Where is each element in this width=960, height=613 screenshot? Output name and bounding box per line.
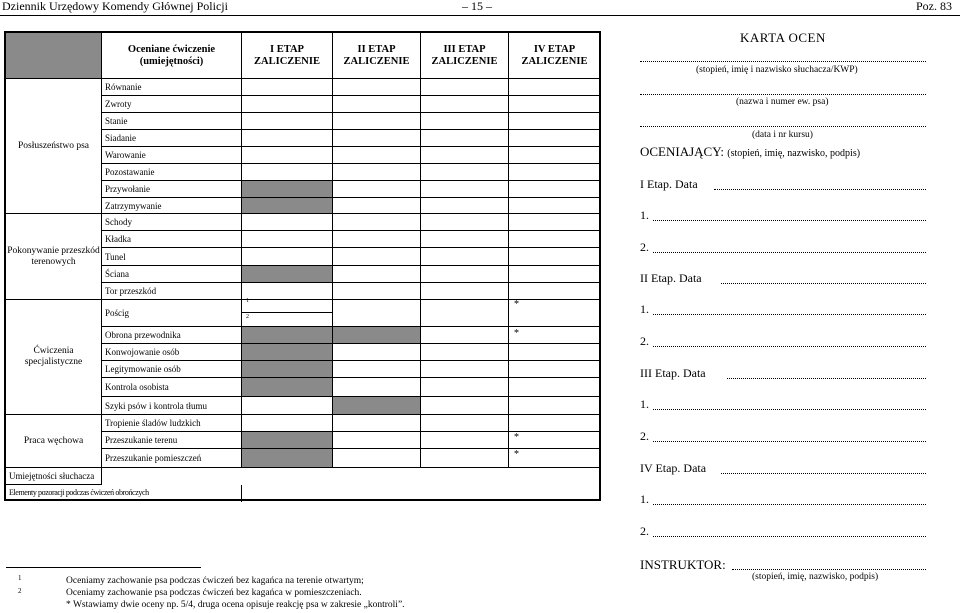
stage-cell [509, 397, 600, 415]
stage-cell [242, 79, 333, 96]
card-title: KARTA OCEN [740, 30, 826, 45]
evaluator-line [653, 504, 926, 505]
stage-cell [333, 113, 421, 130]
evaluator-number: 1. [640, 208, 649, 222]
stage-cell [509, 432, 600, 449]
stage-date-line [721, 283, 926, 284]
stage-cell [242, 231, 333, 248]
stage-cell [242, 432, 333, 449]
instructor-caption: (stopień, imię, nazwisko, podpis) [752, 572, 879, 582]
stage-cell [242, 248, 333, 266]
stage-cell [421, 79, 509, 96]
footnote-1-number: 1 [18, 574, 22, 582]
stage1-header: I ETAP ZALICZENIE [242, 33, 333, 79]
stage-cell [509, 344, 600, 361]
stage-cell [242, 147, 333, 164]
stage-cell [509, 378, 600, 397]
student-line [640, 61, 926, 62]
stage-cell [509, 449, 600, 468]
stage-cell [421, 164, 509, 181]
exercise-label: Kontrola osobista [102, 378, 242, 397]
exercise-label: Tunel [102, 248, 242, 266]
stage3-header: III ETAP ZALICZENIE [421, 33, 509, 79]
exercise-label: Warowanie [102, 147, 242, 164]
stage-cell [509, 415, 600, 432]
asterisk-pursuit: * [514, 299, 519, 310]
stage-cell [333, 344, 421, 361]
stage-cell [242, 283, 333, 300]
evaluator-number: 1. [640, 492, 649, 506]
exercise-label: Siadanie [102, 130, 242, 147]
category-obedience: Posłuszeństwo psa [6, 79, 102, 214]
exercise-label: Legitymowanie osób [102, 361, 242, 378]
evaluation-table [4, 31, 601, 501]
exercise-label: Przeszukanie pomieszczeń [102, 449, 242, 468]
course-caption: (data i nr kursu) [752, 130, 813, 140]
evaluator-number: 1. [640, 397, 649, 411]
stage-cell [333, 164, 421, 181]
stage-cell [509, 283, 600, 300]
stage-cell [421, 147, 509, 164]
stage4-header: IV ETAP ZALICZENIE [509, 33, 600, 79]
stage-cell [509, 147, 600, 164]
stage-cell [242, 181, 333, 198]
stage-cell [333, 214, 421, 231]
stage-cell [333, 231, 421, 248]
stage-cell [242, 415, 333, 432]
evaluator-caption: (stopień, imię, nazwisko, podpis) [727, 148, 861, 159]
exercise-label: Konwojowanie osób [102, 344, 242, 361]
stage-cell [509, 113, 600, 130]
evaluator-label [640, 144, 860, 160]
stage-cell [333, 198, 421, 214]
footnote-3-text: * Wstawiamy dwie oceny np. 5/4, druga ocena opisuje reakcję psa w zakresie „kontroli”. [66, 600, 405, 610]
stage-date-line [714, 189, 926, 190]
stage-cell [333, 248, 421, 266]
evaluator-line [653, 314, 926, 315]
stage-cell [333, 283, 421, 300]
stage-cell [242, 214, 333, 231]
exercise-label: Zatrzymywanie [102, 198, 242, 214]
footnote-2-number: 2 [18, 587, 22, 595]
stage-cell [333, 266, 421, 283]
stage-cell [421, 214, 509, 231]
evaluator-line [653, 346, 926, 347]
stage-cell [421, 198, 509, 214]
evaluator-line [653, 252, 926, 253]
stage-cell [242, 266, 333, 283]
stage-cell [421, 96, 509, 113]
evaluator-line [653, 536, 926, 537]
stage-cell [242, 378, 333, 397]
stage-cell [421, 231, 509, 248]
course-line [640, 126, 926, 127]
exercise-label: Pozostawanie [102, 164, 242, 181]
evaluator-number: 2. [640, 429, 649, 443]
stage-cell [333, 181, 421, 198]
stage-cell [421, 266, 509, 283]
stage-cell [333, 378, 421, 397]
stage-cell [509, 248, 600, 266]
evaluator-title: OCENIAJĄCY: [640, 144, 725, 159]
footnote-1-text: Oceniamy zachowanie psa podczas ćwiczeń bez kagańca na terenie otwartym; [66, 576, 364, 586]
stage-cell [509, 214, 600, 231]
stage-cell [421, 344, 509, 361]
evaluator-number: 2. [640, 334, 649, 348]
stage-cell [333, 130, 421, 147]
exercise-label: Zwroty [102, 96, 242, 113]
journal-title: Dziennik Urzędowy Komendy Głównej Policji [2, 0, 228, 13]
stage-cell [333, 147, 421, 164]
stage-cell [333, 327, 421, 344]
pursuit-mark-1: 1 [246, 298, 249, 304]
stage-cell [421, 378, 509, 397]
exercise-label: Schody [102, 214, 242, 231]
stage-cell [333, 96, 421, 113]
stage-cell [242, 130, 333, 147]
exercise-label: Tor przeszkód [102, 283, 242, 300]
stage-cell [509, 164, 600, 181]
stage-cell [421, 113, 509, 130]
asterisk-rooms: * [514, 449, 519, 460]
dog-caption: (nazwa i numer ew. psa) [736, 97, 829, 107]
evaluator-number: 2. [640, 524, 649, 538]
footer-row-skills: Umiejętności słuchacza [6, 468, 102, 485]
header-rule [0, 15, 960, 16]
stage-cell [242, 327, 333, 344]
stage-cell [509, 327, 600, 344]
category-special: Ćwiczenia specjalistyczne [6, 300, 102, 415]
evaluator-line [653, 441, 926, 442]
stage-date-label: II Etap. Data [640, 271, 702, 285]
stage-cell [333, 361, 421, 378]
stage-cell [333, 300, 421, 327]
footnote-2-text: Oceniamy zachowanie psa podczas ćwiczeń bez kagańca w pomieszczeniach. [66, 588, 362, 598]
instructor-label: INSTRUKTOR: [640, 557, 726, 572]
stage-date-label: III Etap. Data [640, 366, 706, 380]
stage-cell [421, 181, 509, 198]
stage-cell [333, 79, 421, 96]
stage-cell [509, 266, 600, 283]
exercise-header: Oceniane ćwiczenie (umiejętności) [102, 33, 242, 79]
category-obstacles: Pokonywanie przeszkód terenowych [6, 214, 102, 300]
stage-cell [333, 415, 421, 432]
stage-date-label: I Etap. Data [640, 177, 698, 191]
asterisk-defense: * [514, 328, 519, 339]
stage-cell [421, 361, 509, 378]
stage-cell [421, 449, 509, 468]
stage-cell [242, 344, 333, 361]
stage-cell [509, 300, 600, 327]
evaluator-line [653, 220, 926, 221]
corner-cell [6, 33, 102, 79]
stage-cell [421, 130, 509, 147]
exercise-label: Równanie [102, 79, 242, 96]
page-number: – 15 – [462, 0, 492, 13]
stage-cell [421, 300, 509, 327]
exercise-label: Tropienie śladów ludzkich [102, 415, 242, 432]
stage-cell [509, 130, 600, 147]
evaluator-number: 2. [640, 240, 649, 254]
stage-cell [421, 397, 509, 415]
exercise-label: Pościg [102, 300, 242, 327]
dog-line [640, 94, 926, 95]
stage-cell [242, 96, 333, 113]
stage-cell [242, 198, 333, 214]
exercise-label: Ściana [102, 266, 242, 283]
stage-cell [509, 361, 600, 378]
page-header [0, 0, 960, 14]
pursuit-mark-2: 2 [246, 314, 249, 320]
footer-row-decoy: Elementy pozoracji podczas ćwiczeń obrończych [6, 485, 242, 502]
footnote-rule [6, 567, 201, 568]
stage-cell [242, 164, 333, 181]
exercise-label: Kładka [102, 231, 242, 248]
stage-cell [509, 79, 600, 96]
exercise-label: Przywołanie [102, 181, 242, 198]
stage-cell [509, 96, 600, 113]
instructor-line [732, 569, 926, 570]
exercise-label: Szyki psów i kontrola tłumu [102, 397, 242, 415]
stage-cell [421, 415, 509, 432]
evaluator-line [653, 409, 926, 410]
stage-cell [333, 397, 421, 415]
stage-cell [242, 113, 333, 130]
position-number: Poz. 83 [916, 0, 952, 13]
stage-cell [421, 283, 509, 300]
exercise-label: Stanie [102, 113, 242, 130]
category-scent: Praca węchowa [6, 415, 102, 468]
student-caption: (stopień, imię i nazwisko słuchacza/KWP) [696, 65, 858, 75]
stage-cell [242, 300, 333, 327]
exercise-label: Obrona przewodnika [102, 327, 242, 344]
stage-cell [333, 432, 421, 449]
stage-cell [421, 248, 509, 266]
stage-cell [333, 449, 421, 468]
stage-cell [509, 198, 600, 214]
stage-cell [509, 231, 600, 248]
evaluator-number: 1. [640, 302, 649, 316]
stage-cell [242, 397, 333, 415]
stage-date-line [721, 473, 926, 474]
stage-cell [421, 432, 509, 449]
stage-cell [242, 361, 333, 378]
asterisk-terrain: * [514, 432, 519, 443]
stage-date-label: IV Etap. Data [640, 461, 707, 475]
stage-cell [421, 327, 509, 344]
stage-cell [242, 449, 333, 468]
stage-date-line [727, 378, 926, 379]
stage2-header: II ETAP ZALICZENIE [333, 33, 421, 79]
exercise-label: Przeszukanie terenu [102, 432, 242, 449]
stage-cell [509, 181, 600, 198]
